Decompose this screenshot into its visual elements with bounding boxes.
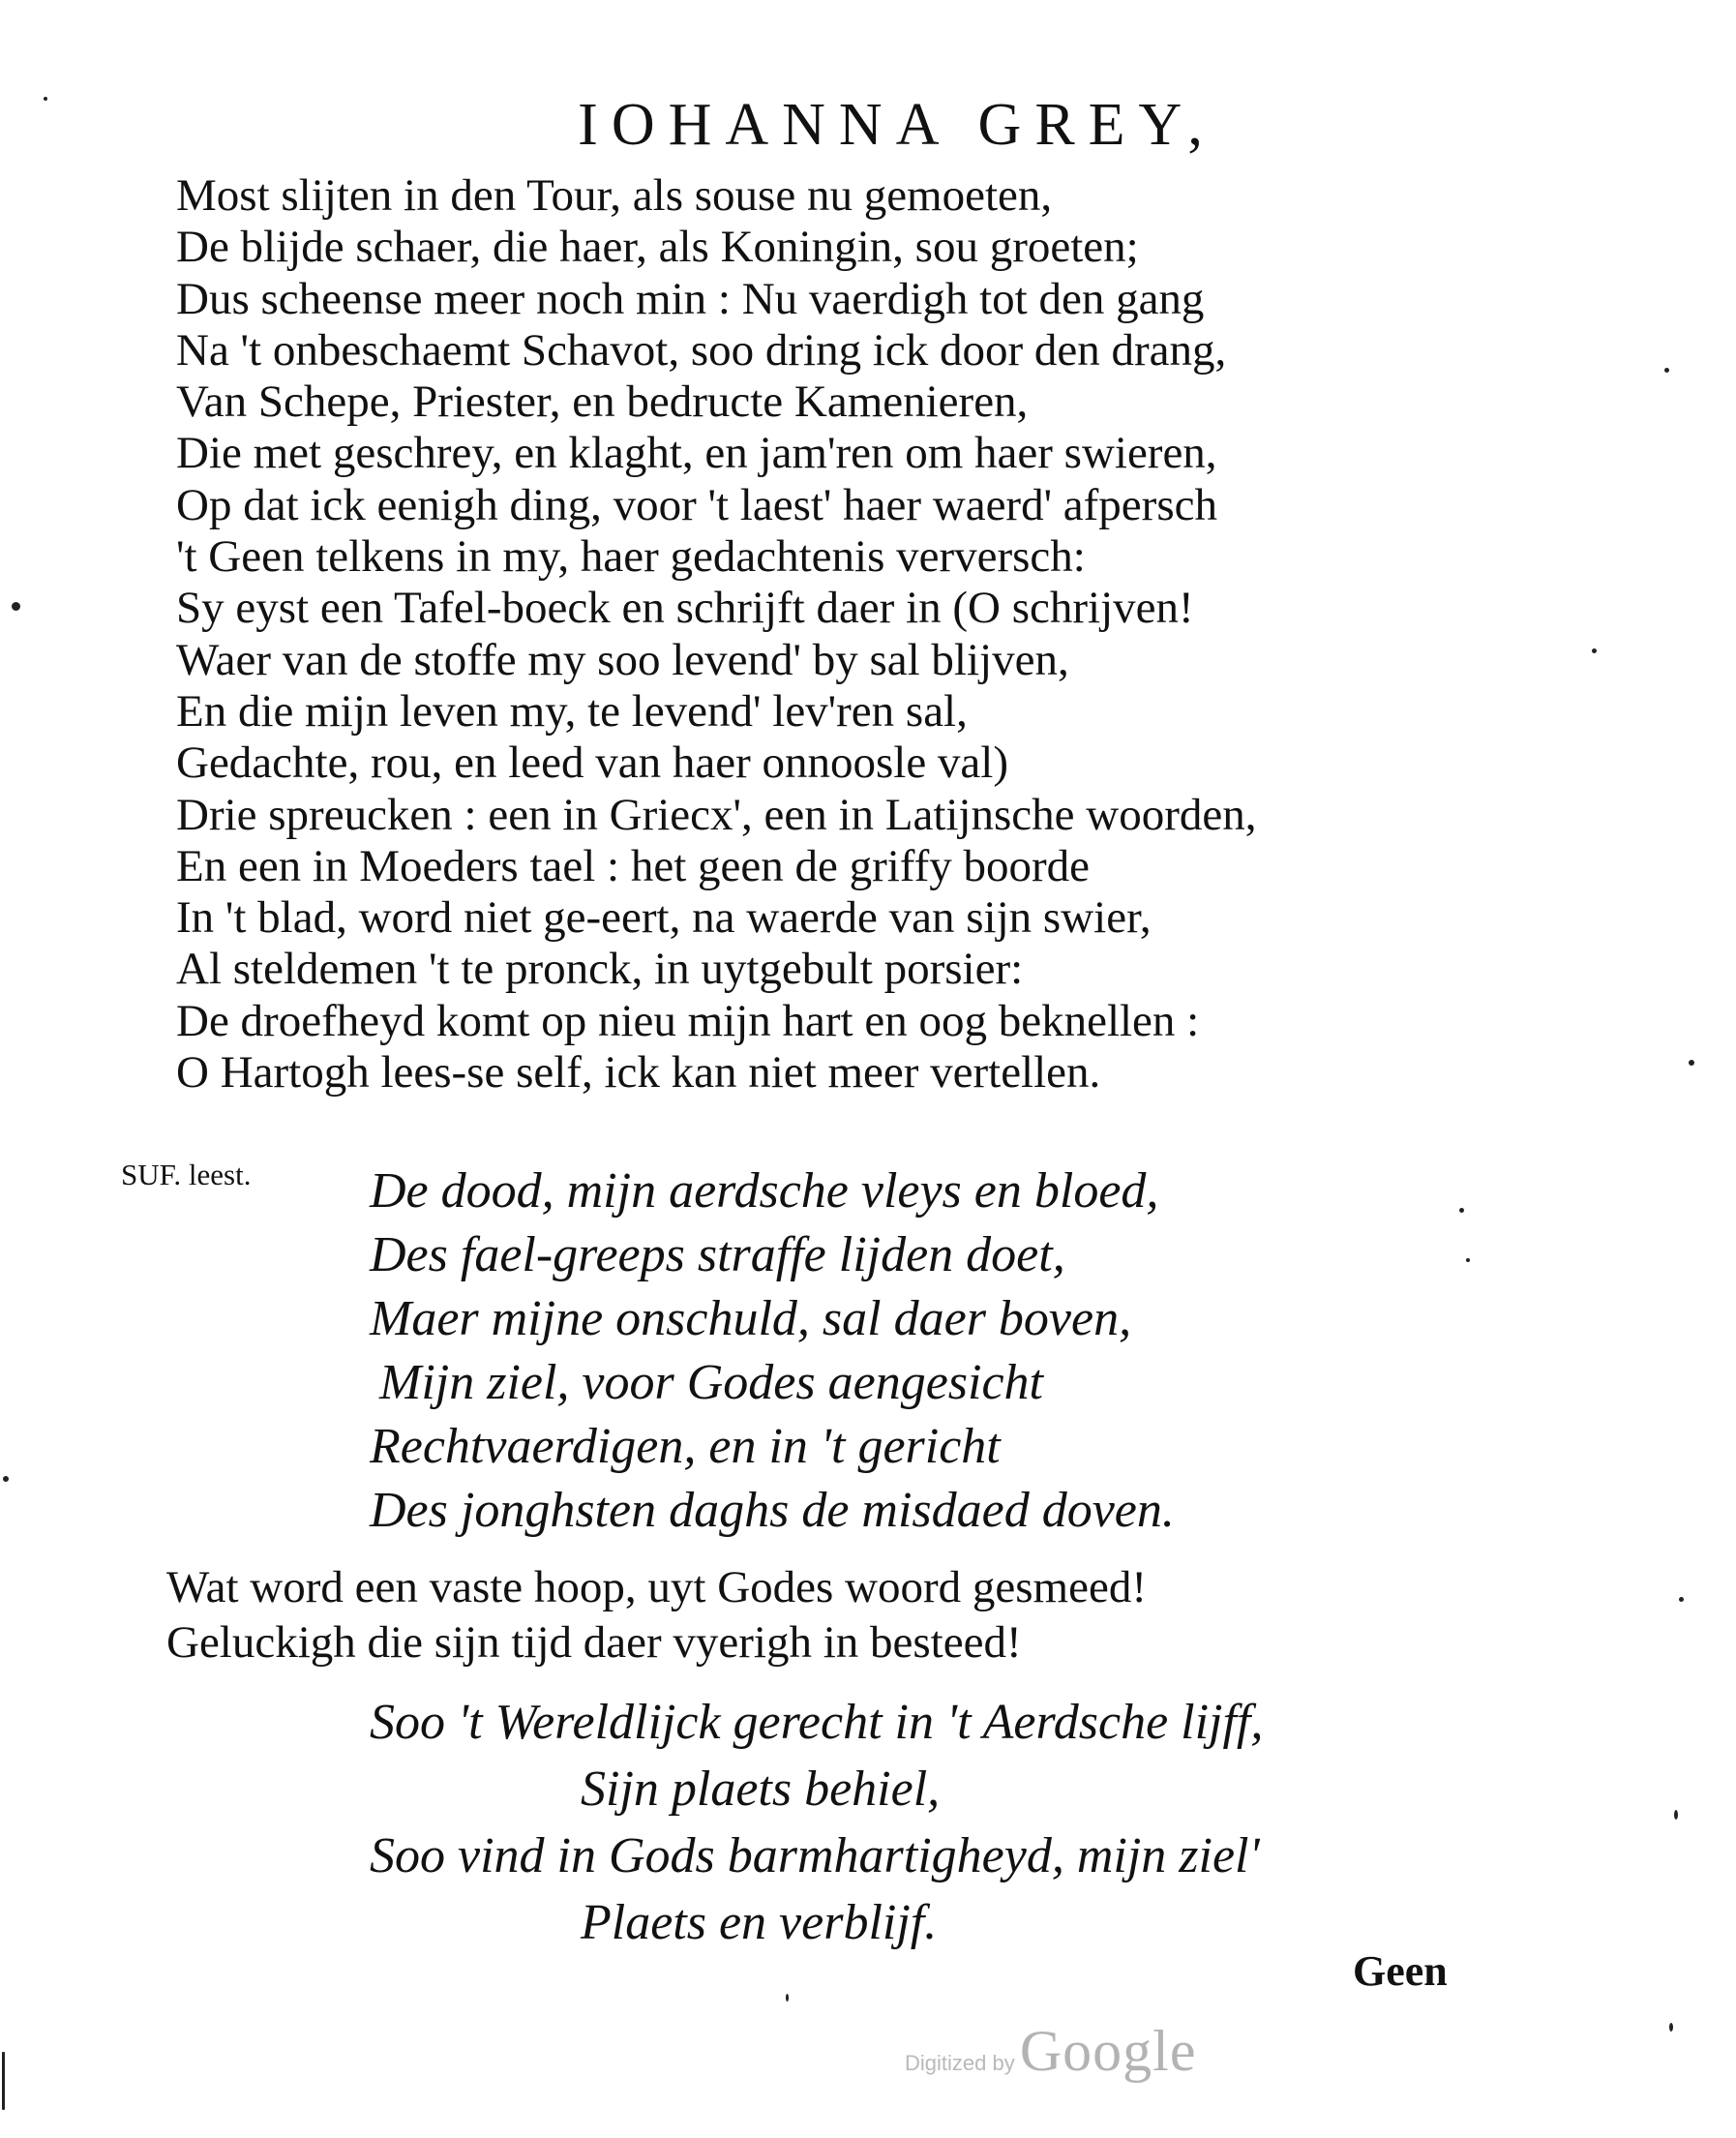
italic-verse-line: Des jonghsten daghs de misdaed doven.: [370, 1483, 1175, 1538]
scan-speck: [12, 602, 20, 611]
verse-line: Geluckigh die sijn tijd daer vyerigh in besteed!: [166, 1617, 1022, 1668]
catchword: Geen: [1353, 1947, 1448, 1995]
verse-line: Drie spreucken : een in Griecx', een in Latijnsche woorden,: [176, 789, 1257, 840]
verse-line: Sy eyst een Tafel-boeck en schrijft daer in (O schrijven!: [176, 583, 1194, 634]
verse-line: Waer van de stoffe my soo levend' by sal blijven,: [176, 634, 1069, 685]
scan-speck: [1459, 1208, 1464, 1213]
verse-line: Most slijten in den Tour, als souse nu gemoeten,: [176, 170, 1053, 221]
verse-line: Op dat ick eenigh ding, voor 't laest' haer waerd' afpersch: [176, 479, 1217, 530]
verse-line: De blijde schaer, die haer, als Koningin, sou groeten;: [176, 222, 1139, 273]
verse-line: En een in Moeders tael : het geen de griffy boorde: [176, 840, 1091, 891]
verse-line: 't Geen telkens in my, haer gedachtenis verversch:: [176, 531, 1086, 583]
verse-line: Van Schepe, Priester, en bedructe Kamenieren,: [176, 376, 1029, 428]
verse-block-italic: [370, 1159, 1241, 1543]
verse-line: Dus scheense meer noch min : Nu vaerdigh tot den gang: [176, 273, 1205, 324]
italic-verse-line: Sijn plaets behiel,: [581, 1762, 941, 1817]
scan-speck: [1466, 1258, 1470, 1262]
verse-block-roman: [176, 170, 1434, 1099]
verse-line: Wat word een vaste hoop, uyt Godes woord gesmeed!: [166, 1562, 1147, 1612]
italic-verse-line: Des fael-greeps straffe lijden doet,: [370, 1227, 1065, 1282]
verse-block-italic-2: [0, 1689, 1736, 1956]
scan-speck: [1674, 1810, 1678, 1820]
verse-line: Die met geschrey, en klaght, en jam'ren om haer swieren,: [176, 428, 1217, 479]
verse-line: Al steldemen 't te pronck, in uytgebult porsier:: [176, 944, 1024, 995]
italic-verse-line: Soo vind in Gods barmhartigheyd, mijn ziel': [370, 1828, 1260, 1883]
scan-speck: [1679, 1597, 1684, 1602]
watermark-logo: Google: [1019, 2019, 1197, 2083]
verse-line: O Hartogh lees-se self, ick kan niet meer vertellen.: [176, 1047, 1101, 1099]
verse-line: Na 't onbeschaemt Schavot, soo dring ick door den drang,: [176, 324, 1227, 376]
running-head: IOHANNA GREY,: [578, 92, 1216, 158]
verse-line: De droefheyd komt op nieu mijn hart en oog beknellen :: [176, 995, 1200, 1046]
scan-speck: [1669, 2023, 1673, 2032]
verse-line: In 't blad, word niet ge-eert, na waerde van sijn swier,: [176, 892, 1152, 944]
verse-line: Gedachte, rou, en leed van haer onnoosle val): [176, 738, 1008, 789]
scan-speck: [3, 1476, 9, 1482]
speaker-label: SUF. leest.: [121, 1158, 252, 1191]
verse-line: En die mijn leven my, te levend' lev'ren sal,: [176, 685, 968, 737]
scan-speck: [1689, 1060, 1694, 1066]
watermark-prefix: Digitized by: [905, 2051, 1015, 2075]
italic-verse-line: Mijn ziel, voor Godes aengesicht: [379, 1355, 1043, 1410]
italic-verse-line: De dood, mijn aerdsche vleys en bloed,: [370, 1163, 1159, 1219]
italic-verse-line: Plaets en verblijf.: [581, 1895, 938, 1950]
scan-speck: [786, 1994, 789, 2002]
italic-verse-line: Soo 't Wereldlijck gerecht in 't Aerdsche lijff,: [370, 1695, 1264, 1750]
scan-speck: [1664, 368, 1669, 373]
scan-edge-mark: [2, 2052, 5, 2110]
digitized-watermark: [905, 2018, 1197, 2083]
scan-speck: [1592, 648, 1597, 653]
verse-block-roman-2: [166, 1560, 1424, 1671]
italic-verse-line: Rechtvaerdigen, en in 't gericht: [370, 1419, 1001, 1474]
scan-speck: [44, 97, 47, 101]
italic-verse-line: Maer mijne onschuld, sal daer boven,: [370, 1291, 1132, 1346]
